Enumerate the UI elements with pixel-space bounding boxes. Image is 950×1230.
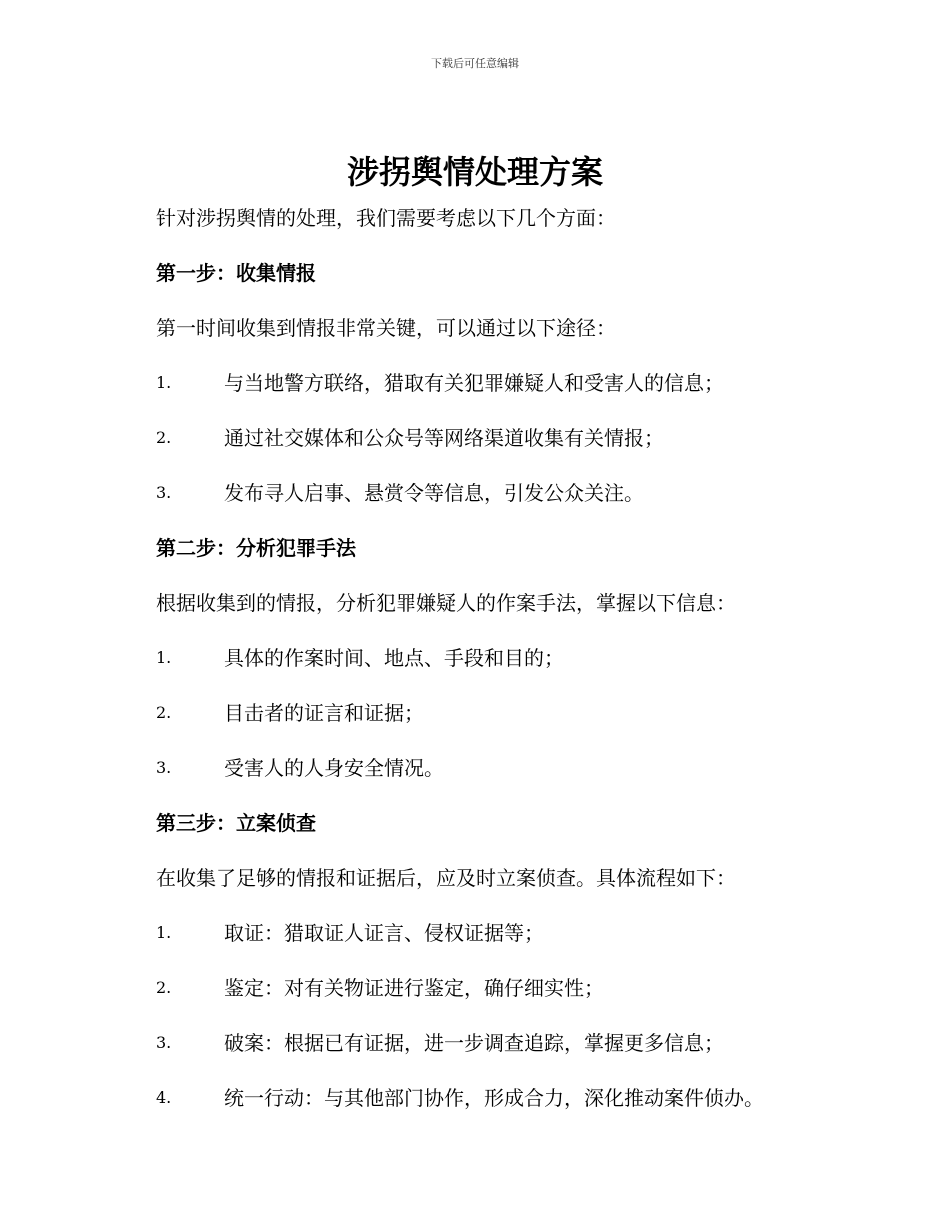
section-heading: 第一步：收集情报 [156, 261, 316, 285]
header-note: 下载后可任意编辑 [431, 57, 519, 70]
list-item [156, 475, 856, 530]
list-item [156, 695, 856, 750]
list-number: 1. [156, 373, 172, 392]
list-text: 通过社交媒体和公众号等网络渠道收集有关情报； [224, 426, 664, 450]
list-text: 发布寻人启事、悬赏令等信息，引发公众关注。 [224, 481, 644, 505]
list-item [156, 420, 856, 475]
list-text: 具体的作案时间、地点、手段和目的； [224, 646, 564, 670]
section-heading: 第二步：分析犯罪手法 [156, 536, 356, 560]
intro-paragraph: 针对涉拐舆情的处理，我们需要考虑以下几个方面： [156, 206, 616, 230]
section-lead: 在收集了足够的情报和证据后，应及时立案侦查。具体流程如下： [156, 866, 736, 890]
list-item [156, 640, 856, 695]
list-number: 3. [156, 483, 172, 502]
list-text: 统一行动：与其他部门协作，形成合力，深化推动案件侦办。 [224, 1086, 764, 1110]
section-heading: 第三步：立案侦查 [156, 811, 316, 835]
list-item [156, 970, 856, 1025]
list-number: 4. [156, 1088, 172, 1107]
list-number: 1. [156, 648, 172, 667]
list-number: 1. [156, 923, 172, 942]
list-text: 目击者的证言和证据； [224, 701, 424, 725]
list-item [156, 915, 856, 970]
list-number: 3. [156, 1033, 172, 1052]
section-lead: 第一时间收集到情报非常关键，可以通过以下途径： [156, 316, 616, 340]
list-text: 与当地警方联络，猎取有关犯罪嫌疑人和受害人的信息； [224, 371, 724, 395]
list-number: 2. [156, 978, 172, 997]
section-lead: 根据收集到的情报，分析犯罪嫌疑人的作案手法，掌握以下信息： [156, 591, 736, 615]
list-number: 2. [156, 703, 172, 722]
list-number: 3. [156, 758, 172, 777]
list-number: 2. [156, 428, 172, 447]
list-text: 鉴定：对有关物证进行鉴定，确仔细实性； [224, 976, 604, 1000]
list-text: 受害人的人身安全情况。 [224, 756, 444, 780]
list-text: 破案：根据已有证据，进一步调查追踪，掌握更多信息； [224, 1031, 724, 1055]
list-item [156, 750, 856, 805]
list-item [156, 1080, 856, 1135]
list-item [156, 365, 856, 420]
document-title: 涉拐舆情处理方案 [346, 153, 603, 191]
list-item [156, 1025, 856, 1080]
document-body [156, 200, 856, 1135]
list-text: 取证：猎取证人证言、侵权证据等； [224, 921, 544, 945]
